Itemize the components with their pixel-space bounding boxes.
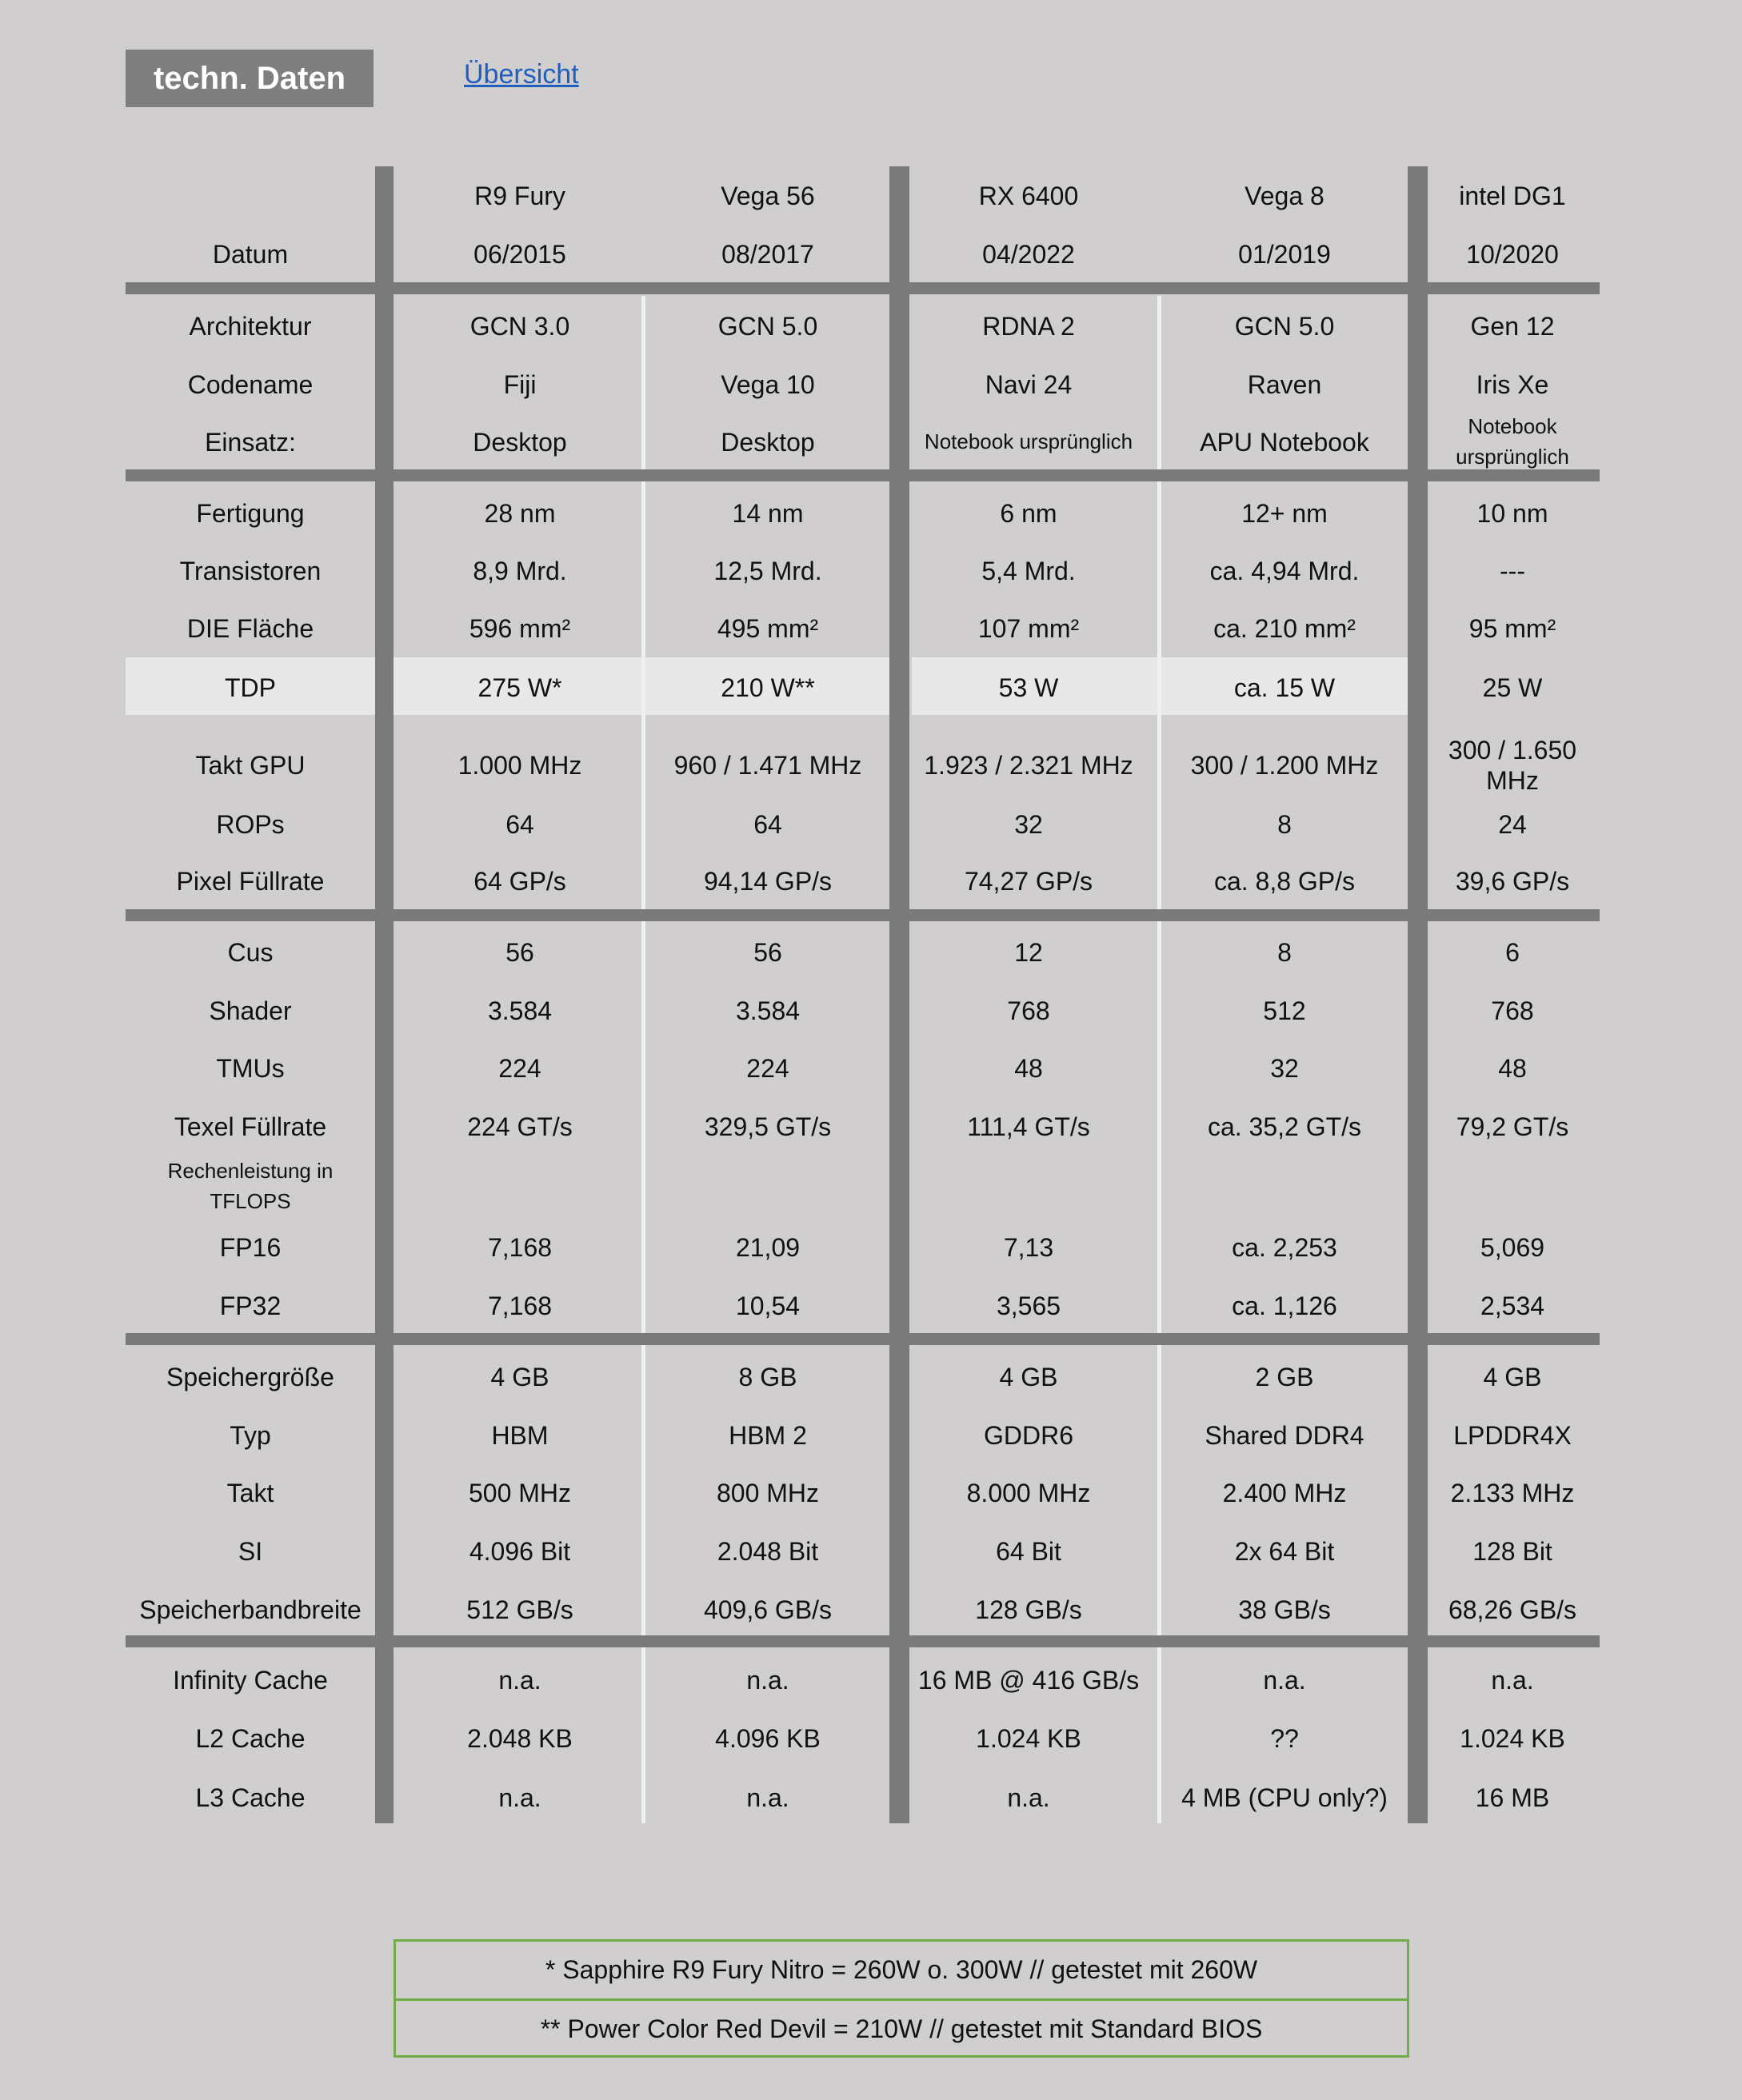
spec-value: 128 Bit xyxy=(1472,1536,1552,1566)
spec-value: Navi 24 xyxy=(985,369,1073,399)
gpu-date: 08/2017 xyxy=(721,239,814,269)
spec-value: 32 xyxy=(1270,1053,1299,1083)
gpu-date: 04/2022 xyxy=(982,239,1075,269)
spec-value: 329,5 GT/s xyxy=(704,1112,832,1141)
spec-value: 48 xyxy=(1014,1053,1043,1083)
spec-value: 8,9 Mrd. xyxy=(473,556,567,585)
spec-value: 39,6 GP/s xyxy=(1455,866,1570,896)
spec-value: ca. 8,8 GP/s xyxy=(1213,866,1356,896)
spec-value: Desktop xyxy=(473,427,567,457)
row-label: Pixel Füllrate xyxy=(176,866,325,896)
spec-value: 800 MHz xyxy=(716,1478,820,1507)
spec-value: 10,54 xyxy=(735,1291,801,1320)
spec-value: 2 GB xyxy=(1255,1362,1314,1391)
footnote-1: * Sapphire R9 Fury Nitro = 260W o. 300W // getestet mit 260W xyxy=(545,1955,1258,1984)
spec-value: 2x 64 Bit xyxy=(1234,1536,1335,1566)
spec-value: ca. 210 mm² xyxy=(1213,613,1356,643)
spec-value: 64 Bit xyxy=(996,1536,1061,1566)
spec-value: 12 xyxy=(1014,937,1043,967)
spec-value: 8 xyxy=(1277,937,1292,967)
spec-value: ?? xyxy=(1270,1723,1299,1753)
spec-value: 1.923 / 2.321 MHz xyxy=(924,750,1133,780)
spec-value: GCN 5.0 xyxy=(1234,311,1335,341)
spec-value: 3,565 xyxy=(996,1291,1061,1320)
spec-value: 25 W xyxy=(1482,673,1543,702)
spec-value: Shared DDR4 xyxy=(1205,1420,1364,1450)
spec-value: 512 xyxy=(1263,996,1306,1025)
row-separator xyxy=(126,282,1600,294)
row-label: Takt xyxy=(226,1478,274,1507)
row-label: L3 Cache xyxy=(195,1783,306,1812)
date-label: Datum xyxy=(212,239,289,269)
spec-value: 4 GB xyxy=(490,1362,549,1391)
spec-value: 107 mm² xyxy=(977,613,1080,643)
spec-value: 2.048 Bit xyxy=(717,1536,819,1566)
row-label: ROPs xyxy=(216,809,285,839)
spec-value: 768 xyxy=(1491,996,1534,1025)
spec-value: 74,27 GP/s xyxy=(964,866,1093,896)
row-label: Speicherbandbreite xyxy=(139,1595,362,1624)
spec-value: 21,09 xyxy=(735,1232,801,1262)
row-label: Rechenleistung in TFLOPS xyxy=(167,1159,334,1213)
spec-value: 8 xyxy=(1277,809,1292,839)
spec-value: n.a. xyxy=(1007,1783,1050,1812)
gpu-name: R9 Fury xyxy=(474,181,565,210)
spec-value: 5,4 Mrd. xyxy=(981,556,1076,585)
gpu-name: intel DG1 xyxy=(1459,181,1566,210)
footnote-2: ** Power Color Red Devil = 210W // getestet mit Standard BIOS xyxy=(396,1998,1407,2058)
spec-value: 2,534 xyxy=(1480,1291,1545,1320)
spec-value: Raven xyxy=(1247,369,1322,399)
spec-value: ca. 35,2 GT/s xyxy=(1207,1112,1362,1141)
spec-value: 4 MB (CPU only?) xyxy=(1181,1783,1388,1812)
spec-value: 6 xyxy=(1505,937,1520,967)
row-label: L2 Cache xyxy=(195,1723,306,1753)
row-label: TMUs xyxy=(216,1053,285,1083)
spec-value: HBM xyxy=(491,1420,549,1450)
spec-value: 24 xyxy=(1498,809,1527,839)
spec-value: 3.584 xyxy=(735,996,801,1025)
spec-value: 28 nm xyxy=(484,498,556,528)
gpu-date: 01/2019 xyxy=(1238,239,1331,269)
spec-value xyxy=(902,1158,1155,1216)
spec-value: RDNA 2 xyxy=(982,311,1075,341)
spec-value: LPDDR4X xyxy=(1453,1420,1572,1450)
spec-value: 500 MHz xyxy=(468,1478,572,1507)
spec-value: 14 nm xyxy=(732,498,804,528)
spec-value: 2.133 MHz xyxy=(1450,1478,1575,1507)
footnotes-box xyxy=(394,1939,1409,2058)
spec-value: 56 xyxy=(753,937,782,967)
row-label: Einsatz: xyxy=(205,427,296,457)
spec-value: n.a. xyxy=(498,1665,541,1695)
row-label: Codename xyxy=(187,369,314,399)
spec-value: n.a. xyxy=(1491,1665,1534,1695)
spec-value: 1.024 KB xyxy=(976,1723,1081,1753)
spec-value: Vega 10 xyxy=(721,369,815,399)
spec-value: 7,168 xyxy=(487,1291,553,1320)
spec-value: 8.000 MHz xyxy=(966,1478,1091,1507)
row-label: Takt GPU xyxy=(195,750,306,780)
spec-value: 79,2 GT/s xyxy=(1456,1112,1569,1141)
spec-value: ca. 4,94 Mrd. xyxy=(1209,556,1360,585)
spec-value: n.a. xyxy=(746,1665,789,1695)
spec-value: 224 GT/s xyxy=(467,1112,573,1141)
spec-value: 4 GB xyxy=(1483,1362,1542,1391)
spec-value: 56 xyxy=(505,937,534,967)
spec-value: 768 xyxy=(1007,996,1050,1025)
spec-value: 300 / 1.650 MHz xyxy=(1448,735,1577,795)
spec-value: ca. 15 W xyxy=(1233,673,1336,702)
spec-value xyxy=(1161,1158,1408,1216)
spec-value: Desktop xyxy=(721,427,815,457)
row-label: Typ xyxy=(230,1420,271,1450)
spec-value: 53 W xyxy=(998,673,1059,702)
spec-value: 210 W** xyxy=(721,673,815,702)
column-divider xyxy=(375,166,394,1823)
spec-value xyxy=(646,1158,889,1216)
spec-value: 1.000 MHz xyxy=(457,750,582,780)
spec-value: 409,6 GB/s xyxy=(703,1595,833,1624)
spec-value: n.a. xyxy=(1263,1665,1306,1695)
spec-value: Fiji xyxy=(503,369,537,399)
spec-value: 95 mm² xyxy=(1468,613,1556,643)
spec-value: 495 mm² xyxy=(717,613,819,643)
spec-value: 94,14 GP/s xyxy=(703,866,833,896)
spec-value: 111,4 GT/s xyxy=(967,1112,1090,1141)
spec-value: 2.048 KB xyxy=(467,1723,573,1753)
spec-value: 3.584 xyxy=(487,996,553,1025)
page-title: techn. Daten xyxy=(126,50,374,107)
spec-value: 64 GP/s xyxy=(473,866,566,896)
spec-value: ca. 1,126 xyxy=(1232,1291,1337,1320)
spec-value: --- xyxy=(1500,556,1525,585)
spec-value xyxy=(1425,1158,1600,1216)
overview-link[interactable]: Übersicht xyxy=(464,59,579,90)
row-label: Fertigung xyxy=(196,498,305,528)
row-label: Speichergröße xyxy=(166,1362,334,1391)
spec-value: APU Notebook xyxy=(1200,427,1369,457)
gpu-name: RX 6400 xyxy=(978,181,1079,210)
spec-value: 960 / 1.471 MHz xyxy=(673,750,862,780)
spec-value: GCN 3.0 xyxy=(469,311,570,341)
spec-value: n.a. xyxy=(746,1783,789,1812)
gpu-name: Vega 8 xyxy=(1245,181,1324,210)
row-separator xyxy=(126,1333,1600,1345)
spec-value: 596 mm² xyxy=(469,613,571,643)
spec-value: 4 GB xyxy=(999,1362,1058,1391)
gpu-date: 06/2015 xyxy=(473,239,566,269)
row-separator xyxy=(126,909,1600,921)
row-label: FP16 xyxy=(219,1232,282,1262)
spec-value: 64 xyxy=(505,809,534,839)
spec-value: 12,5 Mrd. xyxy=(713,556,822,585)
spec-value: 38 GB/s xyxy=(1238,1595,1331,1624)
spec-value: 1.024 KB xyxy=(1460,1723,1565,1753)
spec-value: 16 MB xyxy=(1475,1783,1550,1812)
spec-value: 275 W* xyxy=(477,673,562,702)
spec-value: 64 xyxy=(753,809,782,839)
row-label: FP32 xyxy=(219,1291,282,1320)
spec-value: Gen 12 xyxy=(1470,311,1555,341)
spec-value: HBM 2 xyxy=(729,1420,807,1450)
spec-value: 4.096 Bit xyxy=(469,1536,571,1566)
spec-value: Notebook ursprünglich xyxy=(1456,414,1569,469)
row-label: TDP xyxy=(225,673,276,702)
row-label: Cus xyxy=(227,937,274,967)
spec-value: 68,26 GB/s xyxy=(1448,1595,1577,1624)
row-label: DIE Fläche xyxy=(186,613,314,643)
spec-value: Iris Xe xyxy=(1476,369,1549,399)
spec-value: 224 xyxy=(746,1053,789,1083)
spec-value: 4.096 KB xyxy=(715,1723,821,1753)
spec-value: 48 xyxy=(1498,1053,1527,1083)
spec-value: 512 GB/s xyxy=(466,1595,573,1624)
spec-value: 7,168 xyxy=(487,1232,553,1262)
gpu-name: Vega 56 xyxy=(721,181,815,210)
spec-value: n.a. xyxy=(498,1783,541,1812)
spec-value: 12+ nm xyxy=(1241,498,1328,528)
row-label: SI xyxy=(238,1536,263,1566)
row-label: Transistoren xyxy=(179,556,322,585)
spec-value: GDDR6 xyxy=(983,1420,1073,1450)
spec-value: 128 GB/s xyxy=(975,1595,1082,1624)
spec-value: GCN 5.0 xyxy=(717,311,818,341)
spec-value: 7,13 xyxy=(1003,1232,1054,1262)
spec-value: 224 xyxy=(498,1053,541,1083)
spec-value: ca. 2,253 xyxy=(1232,1232,1337,1262)
spec-value: 6 nm xyxy=(1000,498,1057,528)
spec-value: 10 nm xyxy=(1476,498,1548,528)
row-label: Shader xyxy=(209,996,292,1025)
row-label: Texel Füllrate xyxy=(174,1112,327,1141)
gpu-date: 10/2020 xyxy=(1466,239,1559,269)
row-label: Architektur xyxy=(189,311,312,341)
spec-value: 300 / 1.200 MHz xyxy=(1190,750,1379,780)
spec-value: 16 MB @ 416 GB/s xyxy=(917,1665,1140,1695)
row-label: Infinity Cache xyxy=(173,1665,328,1695)
spec-value xyxy=(394,1158,646,1216)
row-separator xyxy=(126,469,1600,481)
spec-value: 32 xyxy=(1014,809,1043,839)
spec-value: 8 GB xyxy=(738,1362,797,1391)
spec-value: 5,069 xyxy=(1480,1232,1545,1262)
spec-value: 2.400 MHz xyxy=(1222,1478,1347,1507)
spec-value: Notebook ursprünglich xyxy=(924,429,1133,454)
